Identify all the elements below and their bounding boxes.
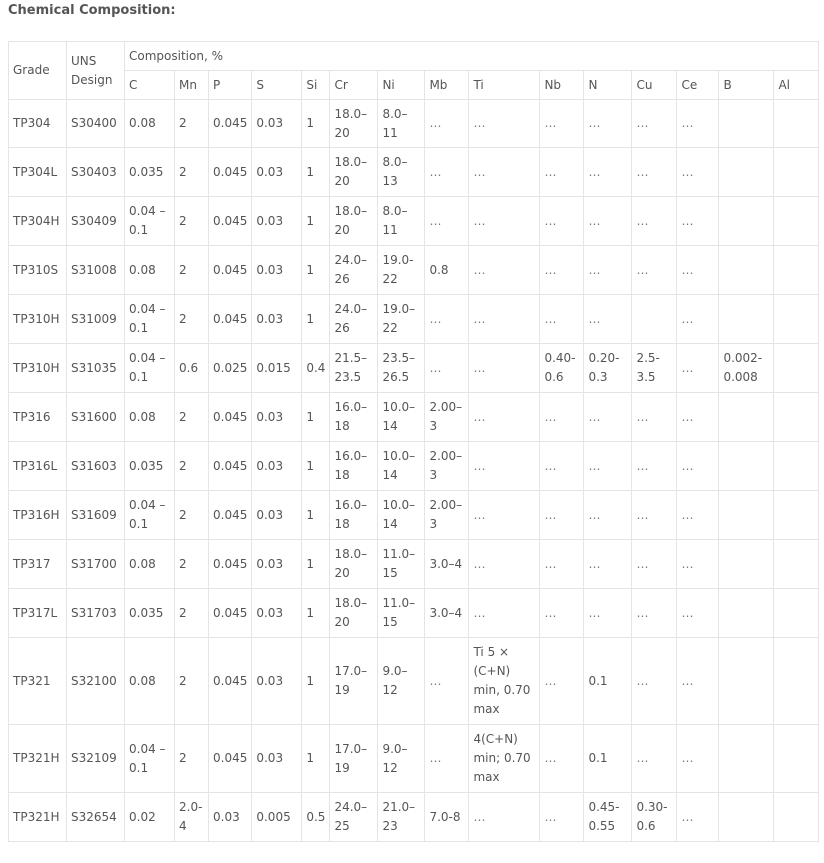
cell-cr: 17.0–19 — [330, 725, 378, 793]
cell-ce: … — [677, 197, 719, 246]
cell-nb: … — [540, 100, 584, 148]
cell-ce: … — [677, 344, 719, 393]
table-row — [9, 491, 819, 540]
header-element-cu: Cu — [632, 71, 677, 100]
cell-grade: TP321H — [9, 725, 67, 793]
cell-ti: Ti 5 × (C+N) min, 0.70 max — [469, 638, 540, 725]
cell-p: 0.045 — [209, 540, 252, 589]
cell-mb: 3.0–4 — [425, 589, 469, 638]
cell-n: … — [584, 491, 632, 540]
cell-s: 0.03 — [252, 491, 302, 540]
cell-cr: 16.0–18 — [330, 491, 378, 540]
table-row — [9, 393, 819, 442]
header-element-cr: Cr — [330, 71, 378, 100]
cell-s: 0.03 — [252, 100, 302, 148]
cell-c: 0.08 — [125, 393, 175, 442]
cell-grade: TP304H — [9, 197, 67, 246]
cell-p: 0.03 — [209, 793, 252, 842]
cell-cu: … — [632, 393, 677, 442]
cell-n: … — [584, 100, 632, 148]
cell-cr: 24.0–25 — [330, 793, 378, 842]
cell-c: 0.04 – 0.1 — [125, 344, 175, 393]
cell-al — [774, 589, 819, 638]
header-element-si: Si — [302, 71, 330, 100]
cell-s: 0.03 — [252, 148, 302, 197]
cell-p: 0.045 — [209, 295, 252, 344]
cell-al — [774, 540, 819, 589]
cell-ti: … — [469, 295, 540, 344]
cell-nb: … — [540, 442, 584, 491]
table-row — [9, 638, 819, 725]
header-composition: Composition, % — [125, 42, 819, 71]
cell-c: 0.035 — [125, 589, 175, 638]
cell-uns: S31609 — [67, 491, 125, 540]
cell-ce: … — [677, 793, 719, 842]
cell-c: 0.04 – 0.1 — [125, 725, 175, 793]
cell-al — [774, 638, 819, 725]
cell-nb: … — [540, 540, 584, 589]
cell-nb: … — [540, 638, 584, 725]
table-row — [9, 148, 819, 197]
cell-c: 0.08 — [125, 540, 175, 589]
cell-ni: 8.0–11 — [378, 100, 425, 148]
cell-ni: 21.0–23 — [378, 793, 425, 842]
cell-nb: … — [540, 197, 584, 246]
header-element-al: Al — [774, 71, 819, 100]
cell-si: 1 — [302, 442, 330, 491]
cell-cr: 21.5–23.5 — [330, 344, 378, 393]
cell-al — [774, 393, 819, 442]
cell-b — [719, 148, 774, 197]
cell-uns: S31009 — [67, 295, 125, 344]
cell-cr: 24.0–26 — [330, 246, 378, 295]
header-uns-design: UNS Design — [67, 42, 125, 100]
cell-mn: 0.6 — [175, 344, 209, 393]
composition-table — [8, 41, 819, 842]
cell-ce: … — [677, 638, 719, 725]
cell-s: 0.03 — [252, 589, 302, 638]
cell-grade: TP304L — [9, 148, 67, 197]
cell-si: 1 — [302, 638, 330, 725]
table-row — [9, 540, 819, 589]
cell-ti: … — [469, 148, 540, 197]
cell-p: 0.045 — [209, 197, 252, 246]
cell-c: 0.04 – 0.1 — [125, 295, 175, 344]
cell-mb: 2.00–3 — [425, 393, 469, 442]
cell-mb: … — [425, 100, 469, 148]
cell-mb: … — [425, 148, 469, 197]
cell-ni: 8.0–13 — [378, 148, 425, 197]
cell-mn: 2 — [175, 100, 209, 148]
cell-s: 0.03 — [252, 197, 302, 246]
cell-cu: … — [632, 148, 677, 197]
cell-ce: … — [677, 442, 719, 491]
cell-ni: 8.0–11 — [378, 197, 425, 246]
cell-nb: … — [540, 246, 584, 295]
header-element-mn: Mn — [175, 71, 209, 100]
cell-p: 0.045 — [209, 589, 252, 638]
cell-mn: 2 — [175, 589, 209, 638]
cell-si: 1 — [302, 540, 330, 589]
cell-mn: 2 — [175, 246, 209, 295]
cell-cr: 16.0–18 — [330, 393, 378, 442]
cell-grade: TP316 — [9, 393, 67, 442]
cell-si: 1 — [302, 491, 330, 540]
header-element-b: B — [719, 71, 774, 100]
cell-uns: S31603 — [67, 442, 125, 491]
cell-grade: TP321 — [9, 638, 67, 725]
cell-al — [774, 246, 819, 295]
cell-ni: 11.0–15 — [378, 589, 425, 638]
cell-nb: … — [540, 793, 584, 842]
cell-mb: … — [425, 638, 469, 725]
cell-n: … — [584, 246, 632, 295]
cell-ce: … — [677, 540, 719, 589]
cell-ce: … — [677, 246, 719, 295]
cell-cr: 18.0–20 — [330, 148, 378, 197]
cell-al — [774, 295, 819, 344]
cell-cu: 2.5-3.5 — [632, 344, 677, 393]
cell-cr: 17.0–19 — [330, 638, 378, 725]
cell-b — [719, 246, 774, 295]
cell-ni: 9.0–12 — [378, 638, 425, 725]
cell-mn: 2 — [175, 638, 209, 725]
cell-p: 0.045 — [209, 638, 252, 725]
cell-s: 0.03 — [252, 540, 302, 589]
cell-b — [719, 725, 774, 793]
header-element-nb: Nb — [540, 71, 584, 100]
cell-s: 0.03 — [252, 442, 302, 491]
section-title: Chemical Composition: — [8, 3, 176, 18]
cell-ti: … — [469, 393, 540, 442]
cell-ce: … — [677, 725, 719, 793]
cell-mn: 2 — [175, 540, 209, 589]
cell-p: 0.025 — [209, 344, 252, 393]
cell-cr: 18.0–20 — [330, 100, 378, 148]
cell-si: 1 — [302, 725, 330, 793]
cell-c: 0.04 – 0.1 — [125, 491, 175, 540]
cell-ti: 4(C+N) min; 0.70 max — [469, 725, 540, 793]
cell-ti: … — [469, 344, 540, 393]
header-element-c: C — [125, 71, 175, 100]
cell-al — [774, 148, 819, 197]
cell-ni: 23.5–26.5 — [378, 344, 425, 393]
cell-n: … — [584, 148, 632, 197]
cell-nb: … — [540, 295, 584, 344]
cell-nb: 0.40-0.6 — [540, 344, 584, 393]
cell-ce: … — [677, 393, 719, 442]
cell-s: 0.03 — [252, 393, 302, 442]
cell-s: 0.03 — [252, 725, 302, 793]
cell-n: 0.1 — [584, 725, 632, 793]
cell-mn: 2 — [175, 491, 209, 540]
cell-p: 0.045 — [209, 442, 252, 491]
cell-cu: … — [632, 100, 677, 148]
cell-b — [719, 197, 774, 246]
cell-cu: … — [632, 491, 677, 540]
cell-nb: … — [540, 148, 584, 197]
cell-al — [774, 442, 819, 491]
cell-s: 0.015 — [252, 344, 302, 393]
table-row — [9, 793, 819, 842]
element-header-row — [9, 71, 819, 100]
cell-cu: … — [632, 442, 677, 491]
cell-grade: TP317 — [9, 540, 67, 589]
cell-mn: 2.0-4 — [175, 793, 209, 842]
cell-ni: 11.0–15 — [378, 540, 425, 589]
cell-mb: 3.0–4 — [425, 540, 469, 589]
cell-n: 0.1 — [584, 638, 632, 725]
cell-n: 0.45-0.55 — [584, 793, 632, 842]
cell-c: 0.08 — [125, 638, 175, 725]
cell-n: … — [584, 393, 632, 442]
cell-c: 0.04 – 0.1 — [125, 197, 175, 246]
table-row — [9, 344, 819, 393]
table-row — [9, 589, 819, 638]
cell-ti: … — [469, 442, 540, 491]
cell-uns: S31703 — [67, 589, 125, 638]
cell-ti: … — [469, 491, 540, 540]
cell-ni: 10.0–14 — [378, 491, 425, 540]
cell-s: 0.005 — [252, 793, 302, 842]
cell-ti: … — [469, 793, 540, 842]
cell-mb: 7.0-8 — [425, 793, 469, 842]
cell-grade: TP316L — [9, 442, 67, 491]
cell-si: 1 — [302, 100, 330, 148]
cell-ni: 10.0–14 — [378, 393, 425, 442]
cell-b — [719, 100, 774, 148]
cell-ni: 19.0-22 — [378, 246, 425, 295]
cell-cr: 18.0–20 — [330, 197, 378, 246]
cell-uns: S31600 — [67, 393, 125, 442]
cell-nb: … — [540, 589, 584, 638]
cell-mn: 2 — [175, 393, 209, 442]
cell-si: 1 — [302, 148, 330, 197]
header-element-n: N — [584, 71, 632, 100]
table-row — [9, 442, 819, 491]
header-element-ti: Ti — [469, 71, 540, 100]
cell-ti: … — [469, 589, 540, 638]
cell-n: … — [584, 540, 632, 589]
cell-grade: TP316H — [9, 491, 67, 540]
cell-cu — [632, 295, 677, 344]
cell-uns: S31008 — [67, 246, 125, 295]
cell-n: … — [584, 295, 632, 344]
cell-ti: … — [469, 246, 540, 295]
header-grade: Grade — [9, 42, 67, 100]
cell-uns: S32109 — [67, 725, 125, 793]
cell-ce: … — [677, 295, 719, 344]
cell-mb: … — [425, 344, 469, 393]
cell-mn: 2 — [175, 442, 209, 491]
cell-ce: … — [677, 589, 719, 638]
cell-mb: 2.00–3 — [425, 491, 469, 540]
cell-ti: … — [469, 197, 540, 246]
header-element-ce: Ce — [677, 71, 719, 100]
cell-uns: S30409 — [67, 197, 125, 246]
cell-mn: 2 — [175, 725, 209, 793]
cell-grade: TP310H — [9, 344, 67, 393]
cell-s: 0.03 — [252, 295, 302, 344]
cell-cr: 18.0–20 — [330, 540, 378, 589]
cell-n: … — [584, 442, 632, 491]
cell-grade: TP310H — [9, 295, 67, 344]
cell-c: 0.08 — [125, 100, 175, 148]
cell-uns: S30400 — [67, 100, 125, 148]
composition-body — [9, 100, 819, 842]
cell-p: 0.045 — [209, 100, 252, 148]
cell-c: 0.02 — [125, 793, 175, 842]
cell-mb: … — [425, 295, 469, 344]
cell-nb: … — [540, 491, 584, 540]
cell-b — [719, 638, 774, 725]
cell-si: 1 — [302, 246, 330, 295]
cell-p: 0.045 — [209, 148, 252, 197]
cell-al — [774, 793, 819, 842]
table-row — [9, 725, 819, 793]
cell-ni: 19.0–22 — [378, 295, 425, 344]
cell-n: 0.20-0.3 — [584, 344, 632, 393]
cell-cu: … — [632, 725, 677, 793]
cell-grade: TP317L — [9, 589, 67, 638]
cell-b: 0.002-0.008 — [719, 344, 774, 393]
cell-p: 0.045 — [209, 246, 252, 295]
cell-c: 0.035 — [125, 442, 175, 491]
header-element-p: P — [209, 71, 252, 100]
cell-uns: S32654 — [67, 793, 125, 842]
cell-mn: 2 — [175, 148, 209, 197]
cell-si: 0.4 — [302, 344, 330, 393]
cell-si: 0.5 — [302, 793, 330, 842]
cell-p: 0.045 — [209, 393, 252, 442]
cell-si: 1 — [302, 393, 330, 442]
cell-si: 1 — [302, 197, 330, 246]
cell-cu: … — [632, 589, 677, 638]
cell-uns: S32100 — [67, 638, 125, 725]
cell-nb: … — [540, 725, 584, 793]
cell-c: 0.035 — [125, 148, 175, 197]
cell-ce: … — [677, 491, 719, 540]
cell-grade: TP310S — [9, 246, 67, 295]
cell-uns: S31035 — [67, 344, 125, 393]
cell-c: 0.08 — [125, 246, 175, 295]
cell-b — [719, 295, 774, 344]
header-element-ni: Ni — [378, 71, 425, 100]
cell-p: 0.045 — [209, 491, 252, 540]
table-row — [9, 197, 819, 246]
cell-cr: 16.0–18 — [330, 442, 378, 491]
cell-ce: … — [677, 100, 719, 148]
cell-cu: … — [632, 638, 677, 725]
cell-cu: … — [632, 197, 677, 246]
cell-mb: … — [425, 725, 469, 793]
cell-s: 0.03 — [252, 246, 302, 295]
cell-b — [719, 442, 774, 491]
cell-b — [719, 793, 774, 842]
cell-b — [719, 393, 774, 442]
cell-mn: 2 — [175, 295, 209, 344]
cell-b — [719, 491, 774, 540]
cell-uns: S31700 — [67, 540, 125, 589]
cell-si: 1 — [302, 589, 330, 638]
cell-al — [774, 725, 819, 793]
table-row — [9, 295, 819, 344]
header-element-s: S — [252, 71, 302, 100]
cell-n: … — [584, 589, 632, 638]
cell-uns: S30403 — [67, 148, 125, 197]
cell-cu: 0.30-0.6 — [632, 793, 677, 842]
cell-n: … — [584, 197, 632, 246]
header-element-mb: Mb — [425, 71, 469, 100]
cell-mn: 2 — [175, 197, 209, 246]
cell-s: 0.03 — [252, 638, 302, 725]
cell-al — [774, 344, 819, 393]
table-row — [9, 246, 819, 295]
cell-cr: 18.0–20 — [330, 589, 378, 638]
cell-b — [719, 540, 774, 589]
cell-al — [774, 491, 819, 540]
cell-cr: 24.0–26 — [330, 295, 378, 344]
cell-nb: … — [540, 393, 584, 442]
cell-ni: 10.0–14 — [378, 442, 425, 491]
cell-cu: … — [632, 246, 677, 295]
cell-mb: 0.8 — [425, 246, 469, 295]
cell-si: 1 — [302, 295, 330, 344]
cell-cu: … — [632, 540, 677, 589]
table-row — [9, 100, 819, 148]
cell-ti: … — [469, 540, 540, 589]
cell-ce: … — [677, 148, 719, 197]
cell-ti: … — [469, 100, 540, 148]
cell-ni: 9.0–12 — [378, 725, 425, 793]
cell-al — [774, 197, 819, 246]
cell-al — [774, 100, 819, 148]
cell-grade: TP304 — [9, 100, 67, 148]
cell-mb: 2.00–3 — [425, 442, 469, 491]
cell-mb: … — [425, 197, 469, 246]
cell-p: 0.045 — [209, 725, 252, 793]
cell-b — [719, 589, 774, 638]
cell-grade: TP321H — [9, 793, 67, 842]
